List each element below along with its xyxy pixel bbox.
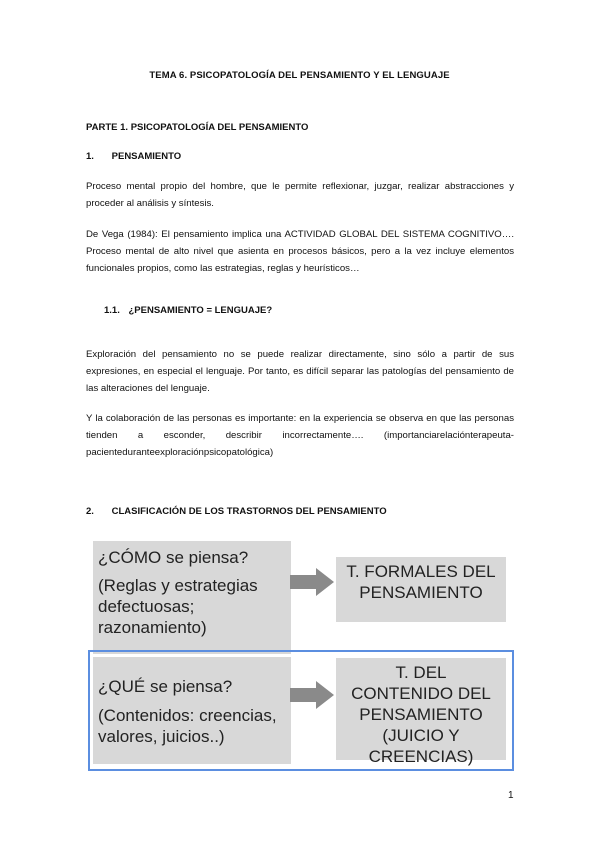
section-1-1-paragraph-1: Exploración del pensamiento no se puede realizar directamente, sino sólo a partir de sus expresiones, en especial el lenguaje. Por tanto, es difícil separar las patologías del pensamiento de las alteraciones del lenguaje. <box>86 349 514 394</box>
section-1-number: 1. <box>86 151 94 162</box>
section-1-paragraph-2: De Vega (1984): El pensamiento implica una ACTIVIDAD GLOBAL DEL SISTEMA COGNITIVO…. Proceso mental de alto nivel que asienta en procesos básicos, pero a la vez incluye elementos funcionales propios, como las estrategias, reglas y heurísticos… <box>86 229 514 274</box>
formal-disorders-box <box>336 557 506 622</box>
section-1-1-number: 1.1. <box>104 305 120 316</box>
what-question: ¿QUÉ se piensa? <box>98 677 233 696</box>
what-detail: (Contenidos: creencias, valores, juicios..) <box>98 706 277 746</box>
section-1-heading <box>86 151 181 162</box>
section-2-number: 2. <box>86 506 94 517</box>
page-number: 1 <box>508 790 514 801</box>
section-1-1-heading <box>104 305 272 316</box>
section-1-paragraph-1: Proceso mental propio del hombre, que le permite reflexionar, juzgar, realizar abstracciones y proceder al análisis y síntesis. <box>86 181 514 209</box>
what-box <box>93 657 291 764</box>
content-disorders-box <box>336 658 506 766</box>
content-disorders-label: T. DEL CONTENIDO DEL PENSAMIENTO (JUICIO Y CREENCIAS) <box>351 663 491 766</box>
section-1-title: PENSAMIENTO <box>111 151 182 162</box>
arrow-right-icon <box>290 679 336 711</box>
document-title: TEMA 6. PSICOPATOLOGÍA DEL PENSAMIENTO Y EL LENGUAJE <box>149 70 450 81</box>
formal-disorders-label: T. FORMALES DEL PENSAMIENTO <box>346 562 496 602</box>
arrow-right-icon <box>290 566 336 598</box>
section-2-title: CLASIFICACIÓN DE LOS TRASTORNOS DEL PENSAMIENTO <box>111 506 387 517</box>
how-detail: (Reglas y estrategias defectuosas; razonamiento) <box>98 576 258 637</box>
part-heading: PARTE 1. PSICOPATOLOGÍA DEL PENSAMIENTO <box>86 122 309 133</box>
section-1-1-paragraph-2: Y la colaboración de las personas es importante: en la experiencia se observa en que las personas tienden a esconder, describir incorrectamente…. (importanciarelaciónterapeuta-pacienteduranteexploraciónpsicopatológica) <box>86 413 514 458</box>
section-2-heading <box>86 506 387 517</box>
how-box <box>93 541 291 654</box>
how-question: ¿CÓMO se piensa? <box>98 548 249 567</box>
section-1-1-title: ¿PENSAMIENTO = LENGUAJE? <box>128 305 273 316</box>
